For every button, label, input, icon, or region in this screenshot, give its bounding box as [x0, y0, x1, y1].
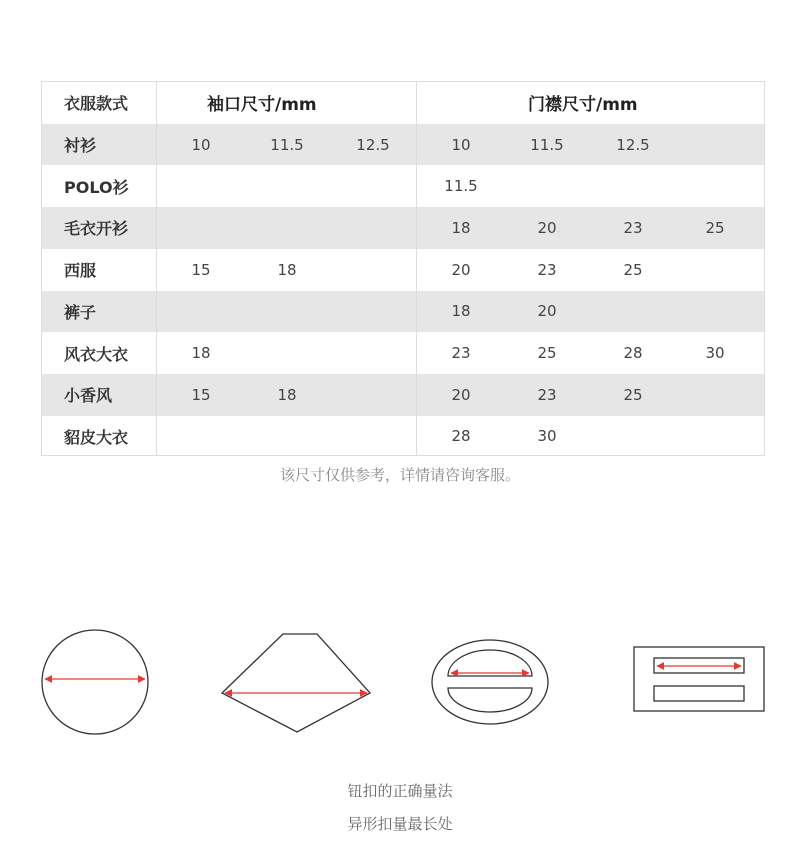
cuff-size: 18	[277, 260, 297, 279]
placket-size: 11.5	[530, 135, 564, 154]
cuff-size: 18	[191, 344, 211, 363]
placket-size: 20	[451, 260, 471, 279]
cuff-size: 18	[277, 385, 297, 404]
diagram-subtitle: 异形扣量最长处	[347, 815, 453, 833]
cuff-size: 11.5	[270, 135, 304, 154]
placket-size: 30	[537, 427, 557, 446]
placket-size: 10	[451, 135, 471, 154]
placket-size: 11.5	[444, 177, 478, 196]
garment-name: POLO衫	[64, 177, 129, 197]
placket-size: 20	[451, 385, 471, 404]
placket-size: 30	[705, 344, 725, 363]
garment-name: 小香风	[64, 386, 113, 406]
placket-size: 28	[451, 427, 471, 446]
garment-name: 貂皮大衣	[64, 427, 129, 447]
placket-size: 18	[451, 218, 471, 237]
header-placket: 门襟尺寸/mm	[528, 95, 638, 116]
rect-button-icon	[634, 647, 764, 711]
placket-size: 23	[537, 260, 557, 279]
size-note: 该尺寸仅供参考，详情请咨询客服。	[279, 466, 520, 484]
placket-size: 20	[537, 218, 557, 237]
cuff-size: 12.5	[356, 135, 390, 154]
garment-name: 裤子	[64, 302, 97, 322]
placket-size: 18	[451, 302, 471, 321]
cuff-size: 15	[191, 260, 211, 279]
garment-name: 风衣大衣	[64, 344, 129, 364]
header-cuff: 袖口尺寸/mm	[207, 95, 317, 116]
placket-size: 25	[537, 344, 557, 363]
placket-size: 23	[623, 218, 643, 237]
round-button-icon	[42, 630, 148, 734]
placket-size: 23	[537, 385, 557, 404]
garment-name: 毛衣开衫	[64, 219, 129, 239]
header-garment: 衣服款式	[64, 94, 129, 114]
placket-size: 25	[623, 260, 643, 279]
garment-name: 西服	[64, 261, 97, 281]
placket-size: 25	[623, 385, 643, 404]
diagram-title: 钮扣的正确量法	[347, 782, 453, 800]
polygon-button-icon	[222, 634, 370, 732]
placket-size: 25	[705, 218, 725, 237]
oval-button-icon	[432, 640, 548, 724]
placket-size: 23	[451, 344, 471, 363]
cuff-size: 15	[191, 385, 211, 404]
placket-size: 20	[537, 302, 557, 321]
placket-size: 28	[623, 344, 643, 363]
placket-size: 12.5	[616, 135, 650, 154]
cuff-size: 10	[191, 135, 211, 154]
garment-name: 衬衫	[64, 136, 97, 156]
